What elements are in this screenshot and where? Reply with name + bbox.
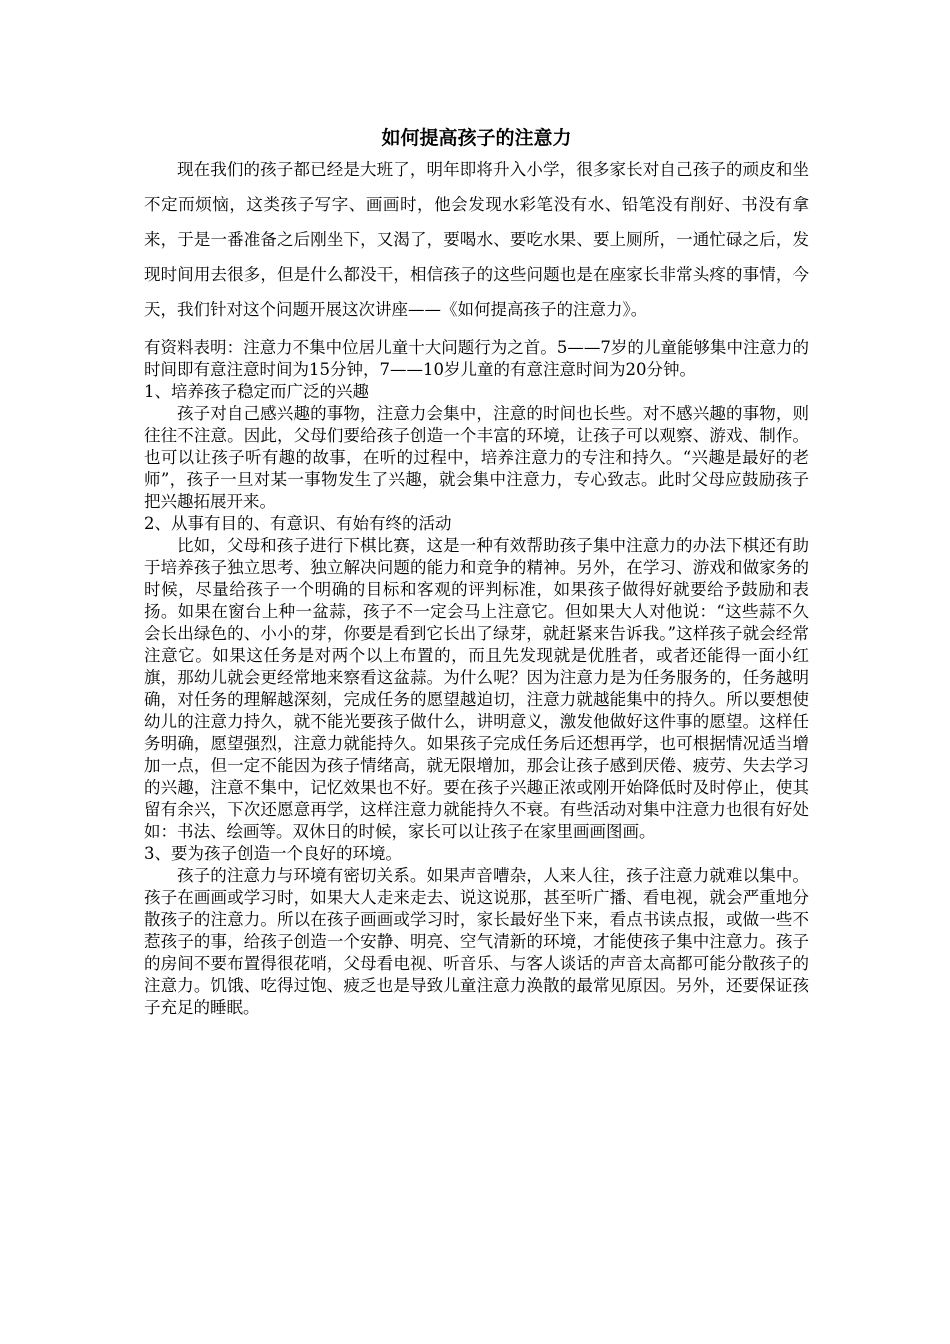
section-heading-3: 3、要为孩子创造一个良好的环境。 (144, 844, 402, 863)
section-text-3: 孩子的注意力与环境有密切关系。如果声音嘈杂，人来人往，孩子注意力就难以集中。孩子在画画或学习时，如果大人走来走去、说这说那，甚至听广播、看电视，就会严重地分散孩子的注意力。所以在孩子画画或学习时，家长最好坐下来，看点书读点报，或做一些不惹孩子的事，给孩子创造一个安静、明亮、空气清新的环境，才能使孩子集中注意力。孩子的房间不要布置得很花哨，父母看电视、听音乐、与客人谈话的声音太高都可能分散孩子的注意力。饥饿、吃得过饱、疲乏也是导致儿童注意力涣散的最常见原因。另外，还要保证孩子充足的睡眠。 (144, 866, 809, 1017)
document-title: 如何提高孩子的注意力 (381, 127, 572, 149)
section-text-1: 孩子对自己感兴趣的事物，注意力会集中，注意的时间也长些。对不感兴趣的事物，则往往不注意。因此，父母们要给孩子创造一个丰富的环境，让孩子可以观察、游戏、制作。也可以让孩子听有趣的故事，在听的过程中，培养注意力的专注和持久。“兴趣是最好的老师”，孩子一旦对某一事物发生了兴趣，就会集中注意力，专心致志。此时父母应鼓励孩子把兴趣拓展开来。 (144, 404, 809, 511)
section-heading-1: 1、培养孩子稳定而广泛的兴趣 (144, 382, 369, 401)
document-page (144, 124, 809, 1019)
section-text-2: 比如，父母和孩子进行下棋比赛，这是一种有效帮助孩子集中注意力的办法下棋还有助于培养孩子独立思考、独立解决问题的能力和竞争的精神。另外，在学习、游戏和做家务的时候，尽量给孩子一个明确的目标和客观的评判标准，如果孩子做得好就要给予鼓励和表扬。如果在窗台上种一盆蒜，孩子不一定会马上注意它。但如果大人对他说：“这些蒜不久会长出绿色的、小小的芽，你要是看到它长出了绿芽，就赶紧来告诉我。”这样孩子就会经常注意它。如果这任务是对两个以上布置的，而且先发现就是优胜者，或者还能得一面小红旗，那幼儿就会更经常地来察看这盆蒜。为什么呢？因为注意力是为任务服务的，任务越明确，对任务的理解越深刻，完成任务的愿望越迫切，注意力就越能集中的持久。所以要想使幼儿的注意力持久，就不能光要孩子做什么，讲明意义，激发他做好这件事的愿望。这样任务明确，愿望强烈，注意力就能持久。如果孩子完成任务后还想再学，也可根据情况适当增加一点，但一定不能因为孩子情绪高，就无限增加，那会让孩子感到厌倦、疲劳、失去学习的兴趣，注意不集中，记忆效果也不好。要在孩子兴趣正浓或刚开始降低时及时停止，使其留有余兴，下次还愿意再学，这样注意力就能持久不衰。有些活动对集中注意力也很有好处如：书法、绘画等。双休日的时候，家长可以让孩子在家里画画图画。 (144, 536, 809, 841)
section-heading-2: 2、从事有目的、有意识、有始有终的活动 (144, 514, 452, 533)
data-note-paragraph: 有资料表明：注意力不集中位居儿童十大问题行为之首。5——7岁的儿童能够集中注意力的时间即有意注意时间为15分钟，7——10岁儿童的有意注意时间为20分钟。 (144, 338, 809, 379)
intro-paragraph: 现在我们的孩子都已经是大班了，明年即将升入小学，很多家长对自己孩子的顽皮和坐不定而烦恼，这类孩子写字、画画时，他会发现水彩笔没有水、铅笔没有削好、书没有拿来，于是一番准备之后刚坐下，又渴了，要喝水、要吃水果、要上厕所，一通忙碌之后，发现时间用去很多，但是什么都没干，相信孩子的这些问题也是在座家长非常头疼的事情，今天，我们针对这个问题开展这次讲座——《如何提高孩子的注意力》。 (144, 160, 809, 319)
